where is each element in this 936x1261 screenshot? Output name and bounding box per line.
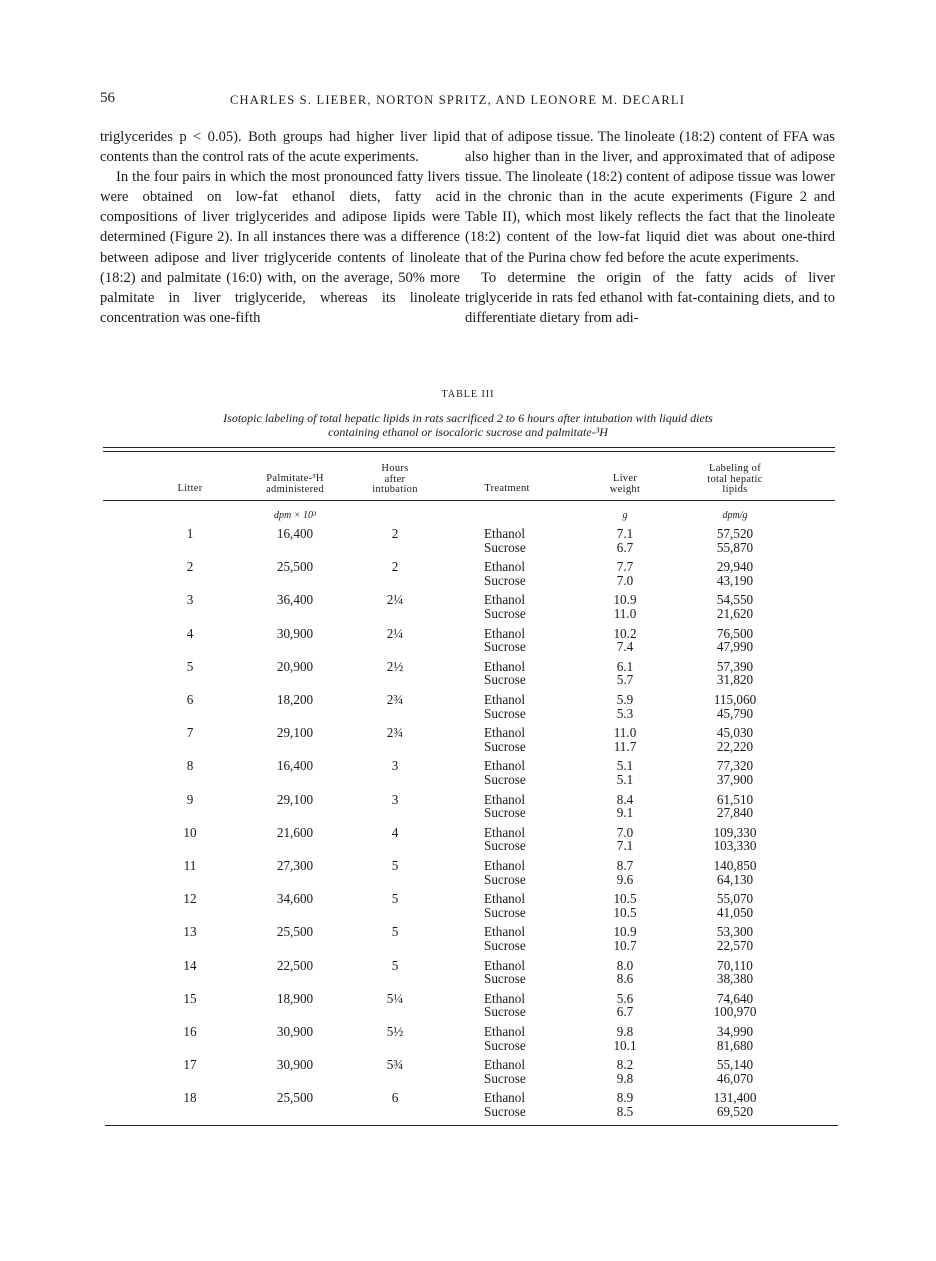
header-labeling-line-2: total hepatic [707, 473, 763, 485]
cell-palmitate: 30,900 [276, 625, 314, 641]
table-caption-line-2: containing ethanol or isocaloric sucrose and palmitate-³H [328, 425, 608, 439]
cell-liver-weight-value: 8.6 [616, 971, 634, 987]
cell-labeling [690, 793, 780, 820]
cell-hours: 2¾ [386, 725, 404, 741]
header-liver-line-2: weight [609, 483, 641, 495]
table-row [0, 1025, 936, 1059]
cell-hours: 5 [391, 957, 399, 973]
cell-labeling [690, 1058, 780, 1085]
cell-treatment [484, 1058, 564, 1085]
cell-hours: 6 [391, 1090, 399, 1106]
cell-liver-weight-value: 11.0 [613, 725, 637, 741]
table-row [0, 660, 936, 694]
cell-litter: 11 [183, 858, 197, 873]
cell-liver-weight-value: 9.8 [616, 1070, 634, 1086]
cell-liver-weight [595, 759, 655, 786]
cell-hours: 5 [391, 891, 399, 907]
cell-liver-weight [595, 660, 655, 687]
cell-liver-weight [595, 1025, 655, 1052]
cell-treatment [484, 859, 564, 886]
cell-liver-weight [595, 593, 655, 620]
table-bottom-rule [105, 1125, 838, 1126]
cell-treatment-value: Sucrose [484, 1037, 526, 1053]
cell-palmitate: 20,900 [276, 658, 314, 674]
cell-treatment-value: Sucrose [484, 1103, 526, 1119]
right-paragraph-2: To determine the origin of the fatty acids of liver triglyceride in rats fed ethanol with fat-containing diets, and to differentiate dietary from adi- [465, 269, 835, 326]
cell-litter: 13 [183, 924, 197, 940]
cell-liver-weight-value: 5.1 [616, 771, 634, 787]
header-palmitate [245, 474, 345, 495]
cell-treatment-value: Ethanol [484, 957, 526, 973]
cell-labeling-value: 103,330 [713, 838, 757, 854]
cell-labeling [690, 892, 780, 919]
cell-treatment [484, 560, 564, 587]
table-caption-line-1: Isotopic labeling of total hepatic lipids in rats sacrificed 2 to 6 hours after intubation with liquid diets [223, 411, 713, 425]
cell-labeling-value: 22,220 [716, 738, 754, 754]
cell-treatment-value: Ethanol [484, 791, 526, 807]
cell-litter: 6 [186, 692, 194, 707]
cell-litter: 4 [186, 625, 194, 641]
cell-hours: 3 [391, 791, 399, 807]
cell-treatment-value: Sucrose [484, 605, 526, 621]
cell-treatment-value: Sucrose [484, 572, 526, 588]
cell-treatment-value: Sucrose [484, 771, 526, 787]
cell-treatment-value: Sucrose [484, 1004, 526, 1020]
cell-treatment-value: Sucrose [484, 705, 526, 721]
cell-litter: 12 [183, 891, 197, 907]
cell-labeling [690, 726, 780, 753]
table-row [0, 627, 936, 661]
cell-treatment-value: Sucrose [484, 838, 526, 854]
cell-liver-weight-value: 8.9 [616, 1090, 634, 1106]
cell-liver-weight-value: 10.1 [613, 1037, 637, 1053]
units-labeling: dpm/g [722, 510, 748, 521]
cell-litter: 14 [183, 957, 197, 973]
cell-hours: 5½ [386, 1024, 404, 1039]
cell-litter: 5 [186, 658, 194, 674]
table-row [0, 560, 936, 594]
table-row [0, 892, 936, 926]
table-row [0, 1058, 936, 1092]
cell-palmitate: 34,600 [276, 891, 314, 907]
right-column [465, 127, 835, 328]
cell-litter: 2 [186, 559, 194, 575]
header-treatment: Treatment [484, 483, 530, 494]
cell-hours: 2¼ [386, 625, 404, 641]
header-hours-line-2: after [384, 473, 406, 485]
cell-labeling-value: 29,940 [716, 559, 754, 575]
table-row [0, 992, 936, 1026]
cell-labeling [690, 925, 780, 952]
cell-liver-weight [595, 826, 655, 853]
cell-treatment [484, 693, 564, 720]
cell-liver-weight [595, 527, 655, 554]
cell-palmitate: 22,500 [276, 957, 314, 973]
right-paragraph-1: that of adipose tissue. The linoleate (18:2) content of FFA was also higher than in the liver, and approximated that of adipose tissue. The linoleate (18:2) content of adipose tissue was lower in the chronic than in the acute experiments (Figure 2 and Table II), which most likely reflects the fact that the linoleate (18:2) content of the low-fat liquid diet was about one-third that of the Purina chow fed before the acute experiments. [465, 129, 835, 266]
cell-labeling [690, 992, 780, 1019]
cell-hours: 5¼ [386, 990, 404, 1006]
cell-palmitate: 27,300 [276, 858, 314, 873]
cell-liver-weight-value: 8.7 [616, 858, 634, 873]
cell-treatment-value: Ethanol [484, 924, 526, 940]
cell-palmitate: 25,500 [276, 924, 314, 940]
cell-labeling-value: 45,030 [716, 725, 754, 741]
cell-liver-weight-value: 10.7 [613, 937, 637, 953]
header-litter: Litter [177, 483, 203, 494]
cell-treatment-value: Ethanol [484, 559, 526, 575]
cell-labeling-value: 64,130 [716, 871, 754, 887]
left-column [100, 127, 460, 328]
table-row [0, 826, 936, 860]
cell-liver-weight-value: 10.5 [613, 904, 637, 920]
left-paragraph-2: In the four pairs in which the most pronounced fatty livers were obtained on low-fat ethanol diets, fatty acid compositions of liver triglycerides and adipose lipids were determined (Figure 2). In all instances there was a difference between adipose and liver triglyceride contents of linoleate (18:2) and palmitate (16:0) with, on the average, 50% more palmitate in liver triglyceride, whereas its linoleate concentration was one-fifth [100, 169, 460, 326]
header-palmitate-line-2: administered [266, 483, 324, 495]
cell-hours: 4 [391, 824, 399, 840]
cell-liver-weight-value: 8.4 [616, 791, 634, 807]
cell-labeling-value: 47,990 [716, 639, 754, 655]
cell-liver-weight [595, 627, 655, 654]
cell-liver-weight-value: 6.7 [616, 1004, 634, 1020]
cell-labeling [690, 826, 780, 853]
cell-liver-weight-value: 8.2 [616, 1057, 634, 1073]
cell-labeling-value: 74,640 [716, 990, 754, 1006]
cell-liver-weight-value: 5.3 [616, 705, 634, 721]
cell-treatment-value: Sucrose [484, 672, 526, 688]
cell-labeling-value: 61,510 [716, 791, 754, 807]
cell-liver-weight-value: 10.2 [613, 625, 637, 641]
cell-palmitate: 25,500 [276, 1090, 314, 1106]
cell-treatment-value: Ethanol [484, 625, 526, 641]
cell-labeling [690, 859, 780, 886]
cell-treatment-value: Ethanol [484, 1024, 526, 1039]
cell-labeling [690, 959, 780, 986]
table-header-rule [103, 500, 835, 501]
cell-labeling [690, 693, 780, 720]
table-row [0, 925, 936, 959]
cell-treatment [484, 527, 564, 554]
cell-labeling [690, 1091, 780, 1118]
cell-treatment [484, 925, 564, 952]
cell-treatment-value: Ethanol [484, 758, 526, 774]
cell-labeling-value: 131,400 [713, 1090, 757, 1106]
cell-labeling [690, 527, 780, 554]
cell-treatment [484, 726, 564, 753]
cell-labeling-value: 70,110 [717, 957, 753, 973]
cell-labeling-value: 34,990 [716, 1024, 754, 1039]
cell-treatment-value: Ethanol [484, 824, 526, 840]
cell-litter: 1 [186, 526, 194, 541]
cell-litter: 17 [183, 1057, 197, 1073]
cell-labeling-value: 140,850 [713, 858, 757, 873]
page-number: 56 [100, 90, 115, 106]
cell-labeling-value: 77,320 [716, 758, 754, 774]
cell-palmitate: 16,400 [276, 526, 314, 541]
cell-labeling-value: 55,870 [716, 539, 754, 555]
header-hours-line-1: Hours [381, 463, 409, 474]
cell-liver-weight-value: 10.9 [613, 924, 637, 940]
header-labeling [680, 464, 790, 496]
cell-labeling-value: 31,820 [716, 672, 754, 688]
cell-treatment-value: Sucrose [484, 904, 526, 920]
cell-labeling-value: 27,840 [716, 805, 754, 821]
cell-palmitate: 21,600 [276, 824, 314, 840]
cell-treatment [484, 826, 564, 853]
header-hours-line-3: intubation [372, 484, 418, 495]
cell-labeling-value: 57,390 [716, 658, 754, 674]
cell-litter: 18 [183, 1090, 197, 1106]
cell-labeling-value: 115,060 [713, 692, 757, 707]
cell-treatment [484, 759, 564, 786]
cell-liver-weight [595, 992, 655, 1019]
cell-liver-weight [595, 693, 655, 720]
table-row [0, 1091, 936, 1125]
cell-labeling-value: 100,970 [713, 1004, 757, 1020]
cell-palmitate: 29,100 [276, 725, 314, 741]
header-labeling-line-1: Labeling of [709, 463, 761, 474]
cell-labeling-value: 43,190 [716, 572, 754, 588]
table-row [0, 793, 936, 827]
table-top-rule-second [103, 451, 835, 452]
cell-labeling [690, 759, 780, 786]
cell-litter: 3 [186, 592, 194, 608]
cell-treatment [484, 1025, 564, 1052]
cell-liver-weight-value: 7.0 [616, 824, 634, 840]
cell-liver-weight-value: 7.7 [616, 559, 634, 575]
cell-treatment [484, 1091, 564, 1118]
cell-hours: 5 [391, 858, 399, 873]
cell-hours: 2¾ [386, 692, 404, 707]
left-paragraph-1: triglycerides p < 0.05). Both groups had higher liver lipid contents than the control rats of the acute experiments. [100, 129, 460, 166]
table-row [0, 527, 936, 561]
header-palmitate-line-1: Palmitate-³H [266, 473, 324, 484]
cell-hours: 5 [391, 924, 399, 940]
cell-liver-weight-value: 10.9 [613, 592, 637, 608]
cell-labeling-value: 38,380 [716, 971, 754, 987]
cell-labeling [690, 560, 780, 587]
cell-palmitate: 29,100 [276, 791, 314, 807]
cell-treatment-value: Sucrose [484, 1070, 526, 1086]
cell-treatment [484, 627, 564, 654]
cell-treatment-value: Ethanol [484, 858, 526, 873]
units-liver: g [622, 510, 628, 521]
cell-liver-weight-value: 5.1 [616, 758, 634, 774]
cell-labeling-value: 81,680 [716, 1037, 754, 1053]
cell-liver-weight [595, 892, 655, 919]
cell-labeling-value: 55,070 [716, 891, 754, 907]
cell-liver-weight-value: 8.5 [616, 1103, 634, 1119]
cell-labeling-value: 109,330 [713, 824, 757, 840]
cell-liver-weight [595, 726, 655, 753]
cell-labeling [690, 593, 780, 620]
cell-liver-weight-value: 6.7 [616, 539, 634, 555]
table-label: TABLE III [441, 389, 495, 400]
cell-treatment-value: Ethanol [484, 692, 526, 707]
cell-treatment-value: Ethanol [484, 592, 526, 608]
cell-liver-weight-value: 5.7 [616, 672, 634, 688]
cell-labeling [690, 660, 780, 687]
cell-liver-weight [595, 859, 655, 886]
cell-labeling-value: 54,550 [716, 592, 754, 608]
cell-labeling-value: 45,790 [716, 705, 754, 721]
cell-liver-weight-value: 5.6 [616, 990, 634, 1006]
cell-litter: 9 [186, 791, 194, 807]
cell-palmitate: 36,400 [276, 592, 314, 608]
cell-liver-weight-value: 7.0 [616, 572, 634, 588]
cell-liver-weight-value: 5.9 [616, 692, 634, 707]
cell-treatment-value: Ethanol [484, 658, 526, 674]
cell-treatment-value: Ethanol [484, 725, 526, 741]
cell-labeling-value: 76,500 [716, 625, 754, 641]
cell-labeling-value: 57,520 [716, 526, 754, 541]
cell-labeling-value: 46,070 [716, 1070, 754, 1086]
cell-treatment-value: Ethanol [484, 1057, 526, 1073]
cell-treatment [484, 992, 564, 1019]
cell-liver-weight-value: 7.4 [616, 639, 634, 655]
cell-treatment-value: Sucrose [484, 805, 526, 821]
header-labeling-line-3: lipids [722, 484, 748, 495]
cell-litter: 7 [186, 725, 194, 741]
cell-treatment-value: Ethanol [484, 891, 526, 907]
cell-hours: 2½ [386, 658, 404, 674]
cell-labeling-value: 37,900 [716, 771, 754, 787]
header-liver-line-1: Liver [612, 473, 638, 484]
cell-treatment-value: Sucrose [484, 539, 526, 555]
table-top-rule [103, 447, 835, 448]
cell-hours: 3 [391, 758, 399, 774]
cell-liver-weight-value: 8.0 [616, 957, 634, 973]
cell-treatment [484, 892, 564, 919]
header-liver [590, 474, 660, 495]
cell-labeling [690, 1025, 780, 1052]
cell-treatment [484, 959, 564, 986]
cell-palmitate: 30,900 [276, 1024, 314, 1039]
cell-liver-weight-value: 6.1 [616, 658, 634, 674]
cell-liver-weight-value: 9.6 [616, 871, 634, 887]
cell-treatment-value: Ethanol [484, 990, 526, 1006]
cell-labeling-value: 41,050 [716, 904, 754, 920]
cell-treatment-value: Sucrose [484, 871, 526, 887]
cell-litter: 15 [183, 990, 197, 1006]
cell-treatment-value: Sucrose [484, 937, 526, 953]
cell-labeling-value: 55,140 [716, 1057, 754, 1073]
cell-liver-weight-value: 10.5 [613, 891, 637, 907]
cell-treatment-value: Ethanol [484, 1090, 526, 1106]
table-row [0, 859, 936, 893]
cell-treatment-value: Sucrose [484, 738, 526, 754]
cell-hours: 2 [391, 526, 399, 541]
cell-labeling [690, 627, 780, 654]
units-palmitate: dpm × 10³ [274, 510, 316, 521]
cell-liver-weight [595, 1058, 655, 1085]
cell-liver-weight-value: 11.7 [613, 738, 637, 754]
cell-labeling-value: 53,300 [716, 924, 754, 940]
cell-liver-weight-value: 7.1 [616, 838, 634, 854]
header-hours [355, 464, 435, 496]
cell-liver-weight [595, 1091, 655, 1118]
cell-palmitate: 18,200 [276, 692, 314, 707]
table-row [0, 959, 936, 993]
cell-liver-weight [595, 560, 655, 587]
cell-liver-weight-value: 9.8 [616, 1024, 634, 1039]
cell-labeling-value: 21,620 [716, 605, 754, 621]
cell-palmitate: 18,900 [276, 990, 314, 1006]
cell-liver-weight [595, 793, 655, 820]
cell-liver-weight [595, 959, 655, 986]
cell-labeling-value: 22,570 [716, 937, 754, 953]
cell-palmitate: 16,400 [276, 758, 314, 774]
table-row [0, 726, 936, 760]
cell-treatment [484, 593, 564, 620]
cell-treatment-value: Sucrose [484, 971, 526, 987]
cell-litter: 8 [186, 758, 194, 774]
cell-labeling-value: 69,520 [716, 1103, 754, 1119]
cell-palmitate: 25,500 [276, 559, 314, 575]
cell-palmitate: 30,900 [276, 1057, 314, 1073]
cell-treatment [484, 660, 564, 687]
table-caption [160, 411, 776, 439]
cell-hours: 5¾ [386, 1057, 404, 1073]
cell-treatment [484, 793, 564, 820]
cell-litter: 16 [183, 1024, 197, 1039]
cell-treatment-value: Ethanol [484, 526, 526, 541]
cell-hours: 2¼ [386, 592, 404, 608]
cell-litter: 10 [183, 824, 197, 840]
cell-hours: 2 [391, 559, 399, 575]
cell-liver-weight-value: 9.1 [616, 805, 634, 821]
running-head: CHARLES S. LIEBER, NORTON SPRITZ, AND LEONORE M. DECARLI [230, 93, 686, 107]
cell-liver-weight-value: 7.1 [616, 526, 634, 541]
table-row [0, 759, 936, 793]
table-row [0, 693, 936, 727]
cell-liver-weight [595, 925, 655, 952]
table-row [0, 593, 936, 627]
cell-liver-weight-value: 11.0 [613, 605, 637, 621]
cell-treatment-value: Sucrose [484, 639, 526, 655]
